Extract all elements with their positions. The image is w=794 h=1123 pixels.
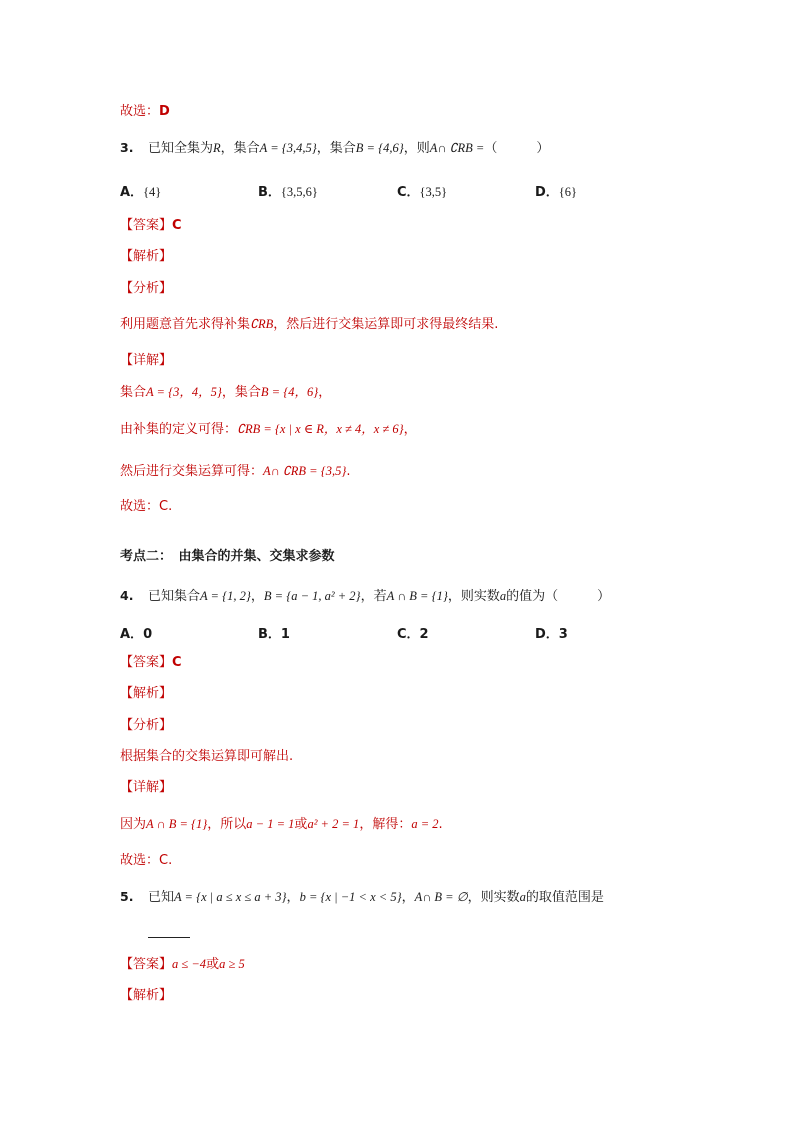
question-4-answer: 【答案】C	[120, 655, 182, 670]
question-4-fenxi: 【分析】	[120, 718, 173, 733]
question-3-detail-1: 集合A = {3，4，5}，集合B = {4，6}，	[120, 385, 332, 400]
question-5-answer: 【答案】a ≤ −4或a ≥ 5	[120, 957, 245, 972]
option-c: C．{3,5}	[397, 185, 448, 200]
question-3-jiexi: 【解析】	[120, 249, 173, 264]
question-5-jiexi: 【解析】	[120, 988, 173, 1003]
answer-blank	[148, 937, 190, 938]
section-title: 考点二： 由集合的并集、交集求参数	[120, 549, 335, 564]
question-4-jiexi: 【解析】	[120, 686, 173, 701]
q2-conclusion: 故选：D	[120, 104, 170, 119]
option-c: C．2	[397, 627, 429, 642]
option-d: D．{6}	[535, 185, 578, 200]
option-d: D．3	[535, 627, 568, 642]
question-4-detail: 因为A ∩ B = {1}，所以a − 1 = 1或a² + 2 = 1，解得：a = 2.	[120, 817, 443, 832]
question-3-fenxi-text: 利用题意首先求得补集∁RB，然后进行交集运算即可求得最终结果.	[120, 317, 499, 332]
question-3-xiangjie: 【详解】	[120, 353, 173, 368]
option-b: B．{3,5,6}	[258, 185, 318, 200]
option-a: A．{4}	[120, 185, 162, 200]
question-3-conclusion: 故选：C.	[120, 499, 173, 514]
question-4-xiangjie: 【详解】	[120, 780, 173, 795]
question-3-answer: 【答案】C	[120, 218, 182, 233]
question-4-conclusion: 故选：C.	[120, 853, 173, 868]
option-b: B．1	[258, 627, 290, 642]
option-a: A．0	[120, 627, 153, 642]
question-4-fenxi-text: 根据集合的交集运算即可解出.	[120, 749, 294, 764]
question-3-fenxi: 【分析】	[120, 281, 173, 296]
question-3-detail-2: 由补集的定义可得：∁RB = {x | x ∈ R，x ≠ 4，x ≠ 6}，	[120, 422, 417, 437]
question-3-detail-3: 然后进行交集运算可得：A∩ ∁RB = {3,5}.	[120, 464, 351, 479]
